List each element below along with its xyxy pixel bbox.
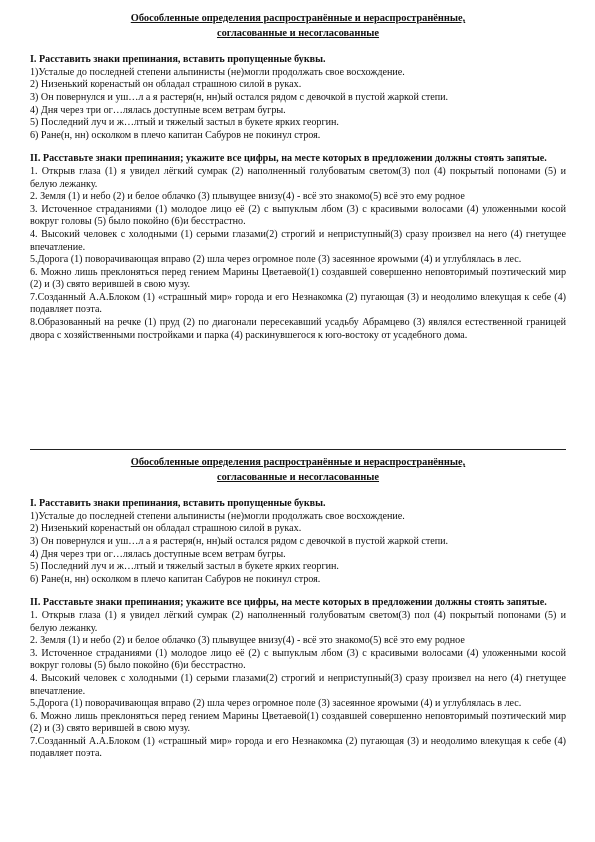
s1-item-1: 1)Усталые до последней степени альпинисты (не)могли продолжать свое восхождение. — [30, 510, 405, 522]
s1-item-2: 2) Низенький коренастый он обладал страшною силой в руках. — [30, 79, 302, 91]
s2-item-1: 1. Открыв глаза (1) я увидел лёгкий сумрак (2) наполненный голубоватым светом(3) пол (4) покрытый попонами (5) и белую лежанку. — [30, 165, 566, 190]
s1-item-2: 2) Низенький коренастый он обладал страшною силой в руках. — [30, 523, 302, 535]
section-2-heading: II. Расставьте знаки препинания; укажите все цифры, на месте которых в предложении должны стоять запятые. — [30, 597, 547, 609]
s1-item-3: 3) Он повернулся и уш…л а я растеря(н, нн)ый остался рядом с девочкой в пустой жаркой степи. — [30, 91, 449, 103]
title-line-2: согласованные и несогласованные — [216, 27, 380, 39]
section-1-heading: I. Расставить знаки препинания, вставить пропущенные буквы. — [30, 498, 326, 510]
s2-item-4: 4. Высокий человек с холодными (1) серыми глазами(2) строгий и неприступный(3) сразу произвел на него (4) гнетущее впечатление. — [30, 672, 566, 697]
s1-item-3: 3) Он повернулся и уш…л а я растеря(н, нн)ый остался рядом с девочкой в пустой жаркой степи. — [30, 535, 449, 547]
s2-item-2: 2. Земля (1) и небо (2) и белое облачко (3) плывущее внизу(4) - всё это знакомо(5) всё это ему родное — [30, 191, 465, 203]
s2-item-3: 3. Источенное страданиями (1) молодое лицо её (2) с выпуклым лбом (3) с красивыми волосами (4) уложенными косой вокруг головы (5) было покойно (6)и бесстрастно. — [30, 203, 566, 228]
s2-item-7: 7.Созданный А.А.Блоком (1) «страшный мир» города и его Незнакомка (2) пугающая (3) и неодолимо влекущая к себе (4) подавляет поэта. — [30, 291, 566, 316]
cut-line-divider — [30, 449, 566, 450]
title-line-1: Обособленные определения распространённые и нераспространённые, — [130, 13, 466, 24]
s1-item-6: 6) Ране(н, нн) осколком в плечо капитан Сабуров не покинул строя. — [30, 573, 321, 585]
s2-item-5: 5.Дорога (1) поворачивающая вправо (2) шла через огромное поле (3) засеянное ярowыми (4) и углублялась в лес. — [30, 254, 522, 266]
s2-item-2: 2. Земля (1) и небо (2) и белое облачко (3) плывущее внизу(4) - всё это знакомо(5) всё это ему родное — [30, 635, 465, 647]
s1-item-5: 5) Последний луч и ж…лтый и тяжелый застыл в букете ярких георгин. — [30, 561, 339, 573]
s2-item-6: 6. Можно лишь преклоняться перед гением Марины Цветаевой(1) создавшей совершенно неповторимый поэтический мир (2) и (3) свято верившей в свою музу. — [30, 710, 566, 735]
s2-item-4: 4. Высокий человек с холодными (1) серыми глазами(2) строгий и неприступный(3) сразу произвел на него (4) гнетущее впечатление. — [30, 228, 566, 253]
worksheet-top — [30, 12, 566, 342]
s2-item-1: 1. Открыв глаза (1) я увидел лёгкий сумрак (2) наполненный голубоватым светом(3) пол (4) покрытый попонами (5) и белую лежанку. — [30, 609, 566, 634]
s1-item-4: 4) Дня через три ог…лялась доступные всем ветрам бугры. — [30, 548, 286, 560]
s2-item-3: 3. Источенное страданиями (1) молодое лицо её (2) с выпуклым лбом (3) с красивыми волосами (4) уложенными косой вокруг головы (5) было покойно (6)и бесстрастно. — [30, 647, 566, 672]
s1-item-1: 1)Усталые до последней степени альпинисты (не)могли продолжать свое восхождение. — [30, 66, 405, 78]
s2-item-8: 8.Образованный на речке (1) пруд (2) по диагонали пересекавший усадьбу Абрамцево (3) являлся естественной границей двора с хозяйственными постройками и парка (4) раскинувшегося к юго-востоку от усадебного дома. — [30, 317, 566, 341]
s1-item-6: 6) Ране(н, нн) осколком в плечо капитан Сабуров не покинул строя. — [30, 129, 321, 141]
worksheet-bottom — [30, 456, 566, 761]
title-line-2: согласованные и несогласованные — [216, 471, 380, 483]
s2-item-7: 7.Созданный А.А.Блоком (1) «страшный мир» города и его Незнакомка (2) пугающая (3) и неодолимо влекущая к себе (4) подавляет поэта. — [30, 735, 566, 760]
section-2-heading: II. Расставьте знаки препинания; укажите все цифры, на месте которых в предложении должны стоять запятые. — [30, 153, 547, 165]
section-1-heading: I. Расставить знаки препинания, вставить пропущенные буквы. — [30, 54, 326, 66]
s1-item-4: 4) Дня через три ог…лялась доступные всем ветрам бугры. — [30, 104, 286, 116]
s2-item-6: 6. Можно лишь преклоняться перед гением Марины Цветаевой(1) создавшей совершенно неповторимый поэтический мир (2) и (3) свято верившей в свою музу. — [30, 266, 566, 291]
s2-item-5: 5.Дорога (1) поворачивающая вправо (2) шла через огромное поле (3) засеянное ярowыми (4) и углублялась в лес. — [30, 698, 522, 710]
title-line-1: Обособленные определения распространённые и нераспространённые, — [130, 457, 466, 468]
s1-item-5: 5) Последний луч и ж…лтый и тяжелый застыл в букете ярких георгин. — [30, 117, 339, 129]
